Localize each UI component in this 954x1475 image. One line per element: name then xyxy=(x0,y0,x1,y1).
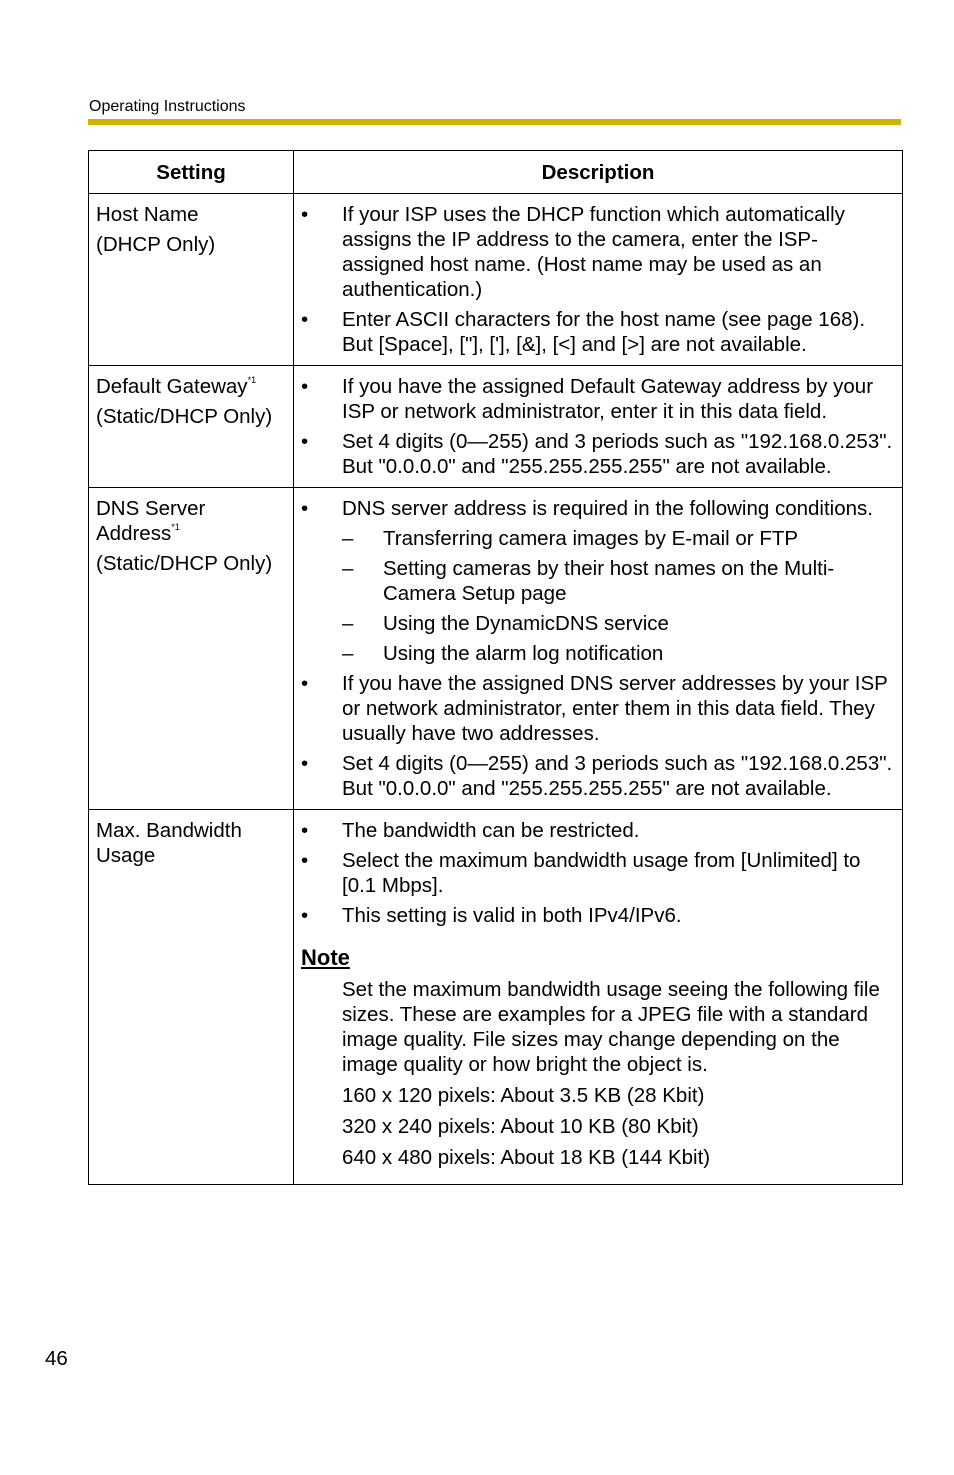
bullet-text: Set 4 digits (0—255) and 3 periods such as "192.168.0.253". But "0.0.0.0" and "255.255.255.255" are not available. xyxy=(342,430,893,478)
header-rule xyxy=(88,119,901,125)
dash-icon: – xyxy=(342,557,354,580)
setting-name-line xyxy=(96,843,287,868)
sub-item-text: Transferring camera images by E-mail or FTP xyxy=(383,527,799,550)
bullet-item xyxy=(301,671,896,746)
setting-name-text: Host Name xyxy=(96,203,199,226)
bullet-item xyxy=(301,751,896,801)
bullet-list xyxy=(301,496,896,801)
bullet-icon: • xyxy=(301,904,309,927)
bullet-text: Enter ASCII characters for the host name (see page 168). But [Space], ["], ['], [&], [<] and [>] are not available. xyxy=(342,308,866,356)
bullet-text: Select the maximum bandwidth usage from [Unlimited] to [0.1 Mbps]. xyxy=(342,849,861,897)
table-row xyxy=(89,194,903,366)
setting-name-text: Max. Bandwidth xyxy=(96,819,242,842)
sub-item xyxy=(342,556,896,606)
sub-item-text: Using the DynamicDNS service xyxy=(383,612,669,635)
settings-table xyxy=(88,150,903,1185)
dash-icon: – xyxy=(342,527,354,550)
description-cell xyxy=(294,488,903,810)
setting-name-line xyxy=(96,232,287,257)
setting-name-line xyxy=(96,374,287,399)
bullet-text: Set 4 digits (0—255) and 3 periods such as "192.168.0.253". But "0.0.0.0" and "255.255.255.255" are not available. xyxy=(342,752,893,800)
description-cell xyxy=(294,194,903,366)
bullet-list xyxy=(301,374,896,479)
setting-name-text: (DHCP Only) xyxy=(96,233,216,256)
setting-cell xyxy=(89,488,294,810)
bullet-icon: • xyxy=(301,203,309,226)
bullet-item xyxy=(301,818,896,843)
bullet-item xyxy=(301,848,896,898)
setting-name-line xyxy=(96,521,287,546)
dash-icon: – xyxy=(342,642,354,665)
setting-name-line xyxy=(96,202,287,227)
sub-list xyxy=(342,526,896,666)
note-paragraph: 160 x 120 pixels: About 3.5 KB (28 Kbit) xyxy=(342,1084,705,1107)
description-cell xyxy=(294,810,903,1185)
setting-name-text: Address xyxy=(96,522,172,545)
bullet-text: DNS server address is required in the following conditions. xyxy=(342,497,873,520)
sub-item-text: Using the alarm log notification xyxy=(383,642,664,665)
note-paragraph: 640 x 480 pixels: About 18 KB (144 Kbit) xyxy=(342,1146,711,1169)
setting-cell xyxy=(89,810,294,1185)
table-header-row xyxy=(89,151,903,194)
setting-cell xyxy=(89,194,294,366)
bullet-text: If you have the assigned DNS server addresses by your ISP or network administrator, enter them in this data field. They usually have two addresses. xyxy=(342,672,888,745)
bullet-icon: • xyxy=(301,308,309,331)
table-row xyxy=(89,810,903,1185)
table-row xyxy=(89,488,903,810)
note-body xyxy=(301,977,896,1170)
setting-name-text: DNS Server xyxy=(96,497,206,520)
description-cell xyxy=(294,366,903,488)
running-header: Operating Instructions xyxy=(89,98,246,115)
setting-name-line xyxy=(96,551,287,576)
note-paragraph: 320 x 240 pixels: About 10 KB (80 Kbit) xyxy=(342,1115,699,1138)
setting-name-line xyxy=(96,818,287,843)
column-header-description: Description xyxy=(294,151,903,194)
table-row xyxy=(89,366,903,488)
bullet-text: If your ISP uses the DHCP function which automatically assigns the IP address to the camera, enter the ISP-assigned host name. (Host name may be used as an authentication.) xyxy=(342,203,845,301)
bullet-icon: • xyxy=(301,819,309,842)
bullet-item xyxy=(301,307,896,357)
sub-item-text: Setting cameras by their host names on the Multi-Camera Setup page xyxy=(383,557,835,605)
bullet-item xyxy=(301,903,896,928)
sub-item xyxy=(342,611,896,636)
column-header-setting: Setting xyxy=(89,151,294,194)
footnote-marker: *1 xyxy=(247,375,257,385)
setting-name-text: Default Gateway xyxy=(96,375,248,398)
setting-name-text: (Static/DHCP Only) xyxy=(96,552,273,575)
bullet-icon: • xyxy=(301,672,309,695)
dash-icon: – xyxy=(342,612,354,635)
setting-name-line xyxy=(96,404,287,429)
bullet-list xyxy=(301,818,896,928)
footnote-marker: *1 xyxy=(171,522,180,532)
bullet-icon: • xyxy=(301,375,309,398)
bullet-text: The bandwidth can be restricted. xyxy=(342,819,640,842)
page-number: 46 xyxy=(45,1347,68,1370)
bullet-icon: • xyxy=(301,430,309,453)
bullet-list xyxy=(301,202,896,357)
bullet-icon: • xyxy=(301,849,309,872)
bullet-item xyxy=(301,202,896,302)
bullet-icon: • xyxy=(301,497,309,520)
setting-name-text: (Static/DHCP Only) xyxy=(96,405,273,428)
bullet-text: This setting is valid in both IPv4/IPv6. xyxy=(342,904,682,927)
setting-cell xyxy=(89,366,294,488)
bullet-icon: • xyxy=(301,752,309,775)
setting-name-text: Usage xyxy=(96,844,156,867)
sub-item xyxy=(342,641,896,666)
bullet-item xyxy=(301,496,896,666)
note-heading: Note xyxy=(301,945,350,970)
bullet-item xyxy=(301,429,896,479)
note-paragraph: Set the maximum bandwidth usage seeing the following file sizes. These are examples for a JPEG file with a standard image quality. File sizes may change depending on the image quality or how bright the object is. xyxy=(342,978,880,1076)
setting-name-line xyxy=(96,496,287,521)
bullet-text: If you have the assigned Default Gateway address by your ISP or network administrator, enter it in this data field. xyxy=(342,375,874,423)
bullet-item xyxy=(301,374,896,424)
sub-item xyxy=(342,526,896,551)
